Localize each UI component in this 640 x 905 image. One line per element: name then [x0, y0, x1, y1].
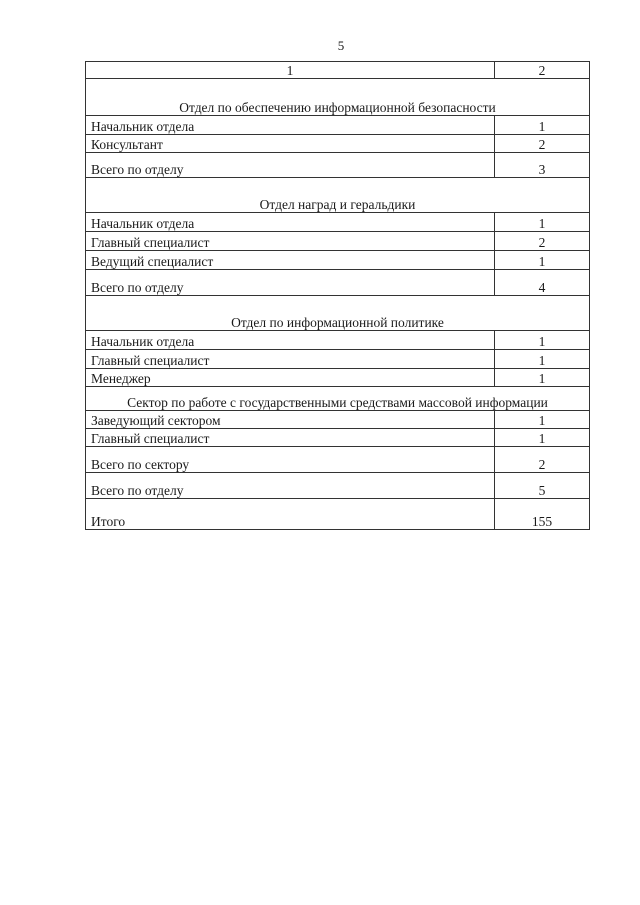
- position-name: Заведующий сектором: [86, 411, 495, 429]
- department-heading-row: [86, 296, 590, 331]
- position-count: 5: [495, 473, 590, 499]
- table-row: [86, 213, 590, 232]
- table-row: [86, 116, 590, 135]
- department-heading-row: [86, 387, 590, 411]
- position-count: 1: [495, 369, 590, 387]
- position-name: Ведущий специалист: [86, 251, 495, 270]
- header-cell-position: 1: [86, 62, 495, 79]
- position-name: Всего по отделу: [86, 153, 495, 178]
- position-name: Главный специалист: [86, 232, 495, 251]
- position-name: Главный специалист: [86, 350, 495, 369]
- department-heading: Отдел по информационной политике: [86, 296, 590, 331]
- table-row: [86, 232, 590, 251]
- staffing-table-body: [86, 62, 590, 530]
- table-row: [86, 153, 590, 178]
- position-name: Главный специалист: [86, 429, 495, 447]
- table-row: [86, 135, 590, 153]
- position-name: Начальник отдела: [86, 331, 495, 350]
- table-row: [86, 473, 590, 499]
- position-count: 2: [495, 232, 590, 251]
- position-name: Итого: [86, 499, 495, 530]
- position-count: 4: [495, 270, 590, 296]
- table-row: [86, 331, 590, 350]
- table-header-row: [86, 62, 590, 79]
- table-row: [86, 251, 590, 270]
- position-count: 1: [495, 411, 590, 429]
- staffing-table: [85, 61, 590, 530]
- table-row: [86, 270, 590, 296]
- position-count: 1: [495, 116, 590, 135]
- department-heading: Отдел наград и геральдики: [86, 178, 590, 213]
- table-row: [86, 429, 590, 447]
- position-name: Всего по сектору: [86, 447, 495, 473]
- position-name: Менеджер: [86, 369, 495, 387]
- position-count: 1: [495, 429, 590, 447]
- table-row: [86, 369, 590, 387]
- department-heading: Отдел по обеспечению информационной безопасности: [86, 79, 590, 116]
- position-count: 2: [495, 447, 590, 473]
- position-count: 1: [495, 331, 590, 350]
- position-count: 1: [495, 213, 590, 232]
- department-heading: Сектор по работе с государственными средствами массовой информации: [86, 387, 590, 411]
- table-row: [86, 447, 590, 473]
- position-count: 1: [495, 350, 590, 369]
- header-cell-count: 2: [495, 62, 590, 79]
- position-name: Консультант: [86, 135, 495, 153]
- position-name: Всего по отделу: [86, 270, 495, 296]
- table-row: [86, 350, 590, 369]
- position-name: Всего по отделу: [86, 473, 495, 499]
- position-count: 1: [495, 251, 590, 270]
- position-count: 155: [495, 499, 590, 530]
- position-name: Начальник отдела: [86, 213, 495, 232]
- position-count: 3: [495, 153, 590, 178]
- position-count: 2: [495, 135, 590, 153]
- department-heading-row: [86, 178, 590, 213]
- page-number: 5: [337, 38, 345, 53]
- position-name: Начальник отдела: [86, 116, 495, 135]
- table-row: [86, 411, 590, 429]
- table-row: [86, 499, 590, 530]
- department-heading-row: [86, 79, 590, 116]
